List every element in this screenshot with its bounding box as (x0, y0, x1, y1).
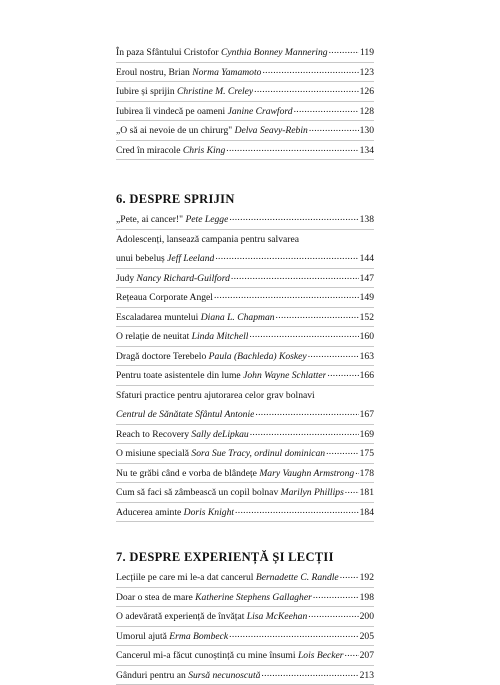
entry-page-number: 198 (360, 588, 374, 608)
dot-leader (214, 286, 359, 306)
dot-leader (329, 41, 359, 61)
toc-entry (116, 666, 374, 685)
dot-leader (276, 306, 359, 326)
entry-page-number: 175 (360, 444, 374, 464)
entry-title-text: Escaladarea muntelui (116, 312, 201, 323)
dot-leader (215, 247, 358, 267)
dot-leader (262, 61, 358, 81)
dot-leader (326, 442, 359, 462)
dot-leader (226, 139, 358, 159)
entry-author: Sursă necunoscută (188, 670, 260, 681)
entry-page-number: 152 (360, 308, 374, 328)
toc-entry-title (116, 666, 260, 685)
entry-title-text: Cancerul mi-a făcut cunoștință cu mine însumi (116, 650, 298, 661)
toc-entry-title (116, 288, 213, 308)
entry-author: Mary Vaughn Armstrong (259, 468, 354, 479)
dot-leader (261, 664, 358, 684)
toc-entry-title (116, 327, 248, 347)
toc-entry-title (116, 405, 254, 425)
entry-page-number: 130 (360, 121, 374, 141)
entry-author: Bernadette C. Randle (256, 572, 339, 583)
dot-leader (229, 208, 358, 228)
entry-title-text: Adolescenți, lansează campania pentru salvarea (116, 234, 299, 245)
entry-author: Norma Yamamoto (192, 67, 261, 78)
toc-entry-title (116, 82, 253, 102)
entry-author: Pete Legge (185, 214, 228, 225)
section-7-list (116, 568, 374, 685)
dot-leader (250, 423, 359, 443)
entry-author: Sora Sue Tracy, ordinul dominican (191, 448, 325, 459)
toc-entry-title (116, 347, 307, 367)
entry-page-number: 144 (360, 249, 374, 269)
entry-title-text: Aducerea aminte (116, 507, 184, 518)
entry-title-text: O misiune specială (116, 448, 191, 459)
entry-author: Janine Crawford (228, 106, 293, 117)
section-top-list (116, 43, 374, 160)
toc-entry-title (116, 444, 325, 464)
toc-entry (116, 627, 374, 647)
entry-page-number: 169 (360, 425, 374, 445)
entry-title-text: Eroul nostru, Brian (116, 67, 192, 78)
entry-title-text: Nu te grăbi când e vorba de blândețe (116, 468, 259, 479)
dot-leader (249, 325, 358, 345)
entry-author: Doris Knight (184, 507, 234, 518)
dot-leader (355, 462, 358, 482)
entry-author: Christine M. Creley (177, 86, 253, 97)
dot-leader (313, 586, 359, 606)
entry-title-text: Sfaturi practice pentru ajutorarea celor grav bolnavi (116, 390, 315, 401)
entry-author: Sally deLipkau (191, 429, 248, 440)
entry-page-number: 123 (360, 63, 374, 83)
dot-leader (294, 100, 359, 120)
entry-title-text: În paza Sfântului Cristofor (116, 47, 221, 58)
entry-title-text: Lecțiile pe care mi le-a dat cancerul (116, 572, 256, 583)
entry-page-number: 178 (360, 464, 374, 484)
dot-leader (308, 605, 358, 625)
toc-entry (116, 503, 374, 523)
entry-page-number: 213 (360, 666, 374, 685)
toc-entry (116, 141, 374, 161)
section-6-list (116, 210, 374, 522)
entry-title-text: Cred în miracole (116, 145, 183, 156)
entry-author: Erma Bombeck (169, 631, 228, 642)
entry-page-number: 181 (360, 483, 374, 503)
toc-entry-title (116, 425, 249, 445)
entry-page-number: 207 (360, 646, 374, 666)
entry-title-text: „Pete, ai cancer!" (116, 214, 185, 225)
entry-page-number: 200 (360, 607, 374, 627)
entry-author: Paula (Bachleda) Koskey (209, 351, 307, 362)
toc-entry-title (116, 627, 228, 647)
toc-entry (116, 444, 374, 464)
entry-page-number: 147 (360, 269, 374, 289)
entry-author: Linda Mitchell (192, 331, 249, 342)
toc-entry (116, 366, 374, 386)
entry-title-text: Gânduri pentru an (116, 670, 188, 681)
entry-title-text: Judy (116, 273, 137, 284)
entry-page-number: 126 (360, 82, 374, 102)
dot-leader (340, 566, 359, 586)
toc-entry-title (116, 568, 339, 588)
toc-entry-title (116, 63, 261, 83)
entry-page-number: 138 (360, 210, 374, 230)
table-of-contents (116, 43, 374, 685)
toc-entry-title (116, 102, 293, 122)
entry-author: Jeff Leeland (167, 253, 214, 264)
section-heading-sprijin: 6. DESPRE SPRIJIN (116, 188, 374, 210)
entry-author: Chris King (183, 145, 225, 156)
dot-leader (235, 501, 359, 521)
entry-title-text: O relație de neuitat (116, 331, 192, 342)
entry-author: Katherine Stephens Gallagher (195, 592, 312, 603)
dot-leader (327, 364, 358, 384)
entry-title-text: Rețeaua Corporate Angel (116, 292, 213, 303)
dot-leader (345, 481, 359, 501)
entry-title-text: Dragă doctore Terebelo (116, 351, 209, 362)
entry-title-text: O adevărată experiență de învățat (116, 611, 247, 622)
toc-entry-title (116, 366, 326, 386)
entry-title-text: Iubire și sprijin (116, 86, 177, 97)
toc-entry-title (116, 210, 228, 230)
entry-author: Delva Seavy-Rebin (235, 125, 308, 136)
dot-leader (345, 644, 359, 664)
entry-page-number: 128 (360, 102, 374, 122)
entry-title-text: Doar o stea de mare (116, 592, 195, 603)
entry-page-number: 167 (360, 405, 374, 425)
dot-leader (309, 119, 359, 139)
entry-author: Marilyn Phillips (281, 487, 344, 498)
dot-leader (231, 267, 359, 287)
entry-author: Nancy Richard-Guilford (137, 273, 230, 284)
entry-title-text: Pentru toate asistentele din lume (116, 370, 243, 381)
entry-title-text: Umorul ajută (116, 631, 169, 642)
entry-author: Cynthia Bonney Mannering (221, 47, 328, 58)
toc-entry (116, 210, 374, 230)
entry-page-number: 166 (360, 366, 374, 386)
entry-author: Centrul de Sănătate Sfântul Antonie (116, 409, 254, 420)
entry-page-number: 205 (360, 627, 374, 647)
entry-page-number: 163 (360, 347, 374, 367)
entry-page-number: 134 (360, 141, 374, 161)
entry-title-text: „O să ai nevoie de un chirurg" (116, 125, 235, 136)
entry-author: John Wayne Schlatter (243, 370, 326, 381)
entry-page-number: 192 (360, 568, 374, 588)
toc-entry-title (116, 503, 234, 523)
entry-page-number: 160 (360, 327, 374, 347)
toc-entry-title (116, 588, 312, 608)
entry-page-number: 184 (360, 503, 374, 523)
entry-title-text: Iubirea îi vindecă pe oameni (116, 106, 228, 117)
toc-entry-title (116, 464, 354, 484)
dot-leader (229, 625, 358, 645)
entry-page-number: 149 (360, 288, 374, 308)
dot-leader (254, 80, 358, 100)
entry-author: Lisa McKeehan (247, 611, 308, 622)
toc-entry-title (116, 249, 214, 269)
entry-title-text: Reach to Recovery (116, 429, 191, 440)
entry-author: Lois Becker (298, 650, 344, 661)
section-heading-experienta: 7. DESPRE EXPERIENȚĂ ȘI LECȚII (116, 546, 374, 568)
toc-entry-title (116, 269, 230, 289)
toc-entry-title (116, 141, 225, 161)
entry-title-text: unui bebeluș (116, 253, 167, 264)
entry-title-text: Cum să faci să zâmbească un copil bolnav (116, 487, 281, 498)
dot-leader (308, 345, 359, 365)
entry-author: Diana L. Chapman (201, 312, 275, 323)
toc-entry (116, 464, 374, 484)
dot-leader (255, 403, 358, 423)
entry-page-number: 119 (360, 43, 374, 63)
